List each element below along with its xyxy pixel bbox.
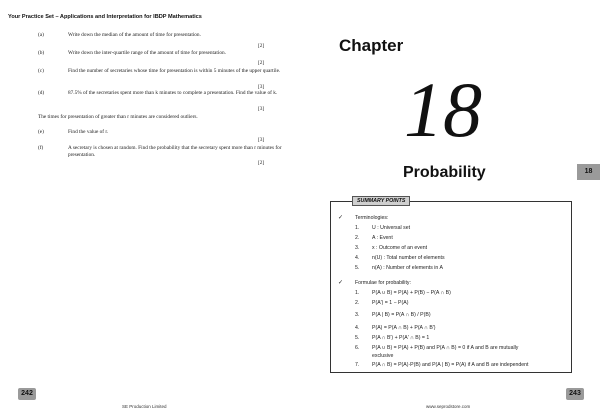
- item-text: P(A ∩ B′) + P(A′ ∩ B) = 1: [372, 335, 430, 341]
- item-text: P(A ∩ B) = P(A)·P(B) and P(A | B) = P(A) if A and B are independent: [372, 362, 529, 368]
- page-footer: www.seprodstore.com: [426, 404, 471, 409]
- item-number: 2.: [355, 235, 360, 241]
- item-text: P(A | B) = P(A ∩ B) / P(B): [372, 312, 431, 318]
- item-text-continued: exclusive: [372, 353, 394, 359]
- question-marks: [3]: [258, 106, 265, 112]
- summary-tag: SUMMARY POINTS: [352, 196, 410, 206]
- item-text: A : Event: [372, 235, 393, 241]
- question-marks: [2]: [258, 43, 265, 49]
- item-text: n(A) : Number of elements in A: [372, 265, 443, 271]
- page-number: 242: [18, 388, 36, 400]
- question-text: Write down the median of the amount of time for presentation.: [68, 32, 201, 38]
- question-text: Write down the inter-quartile range of the amount of time for presentation.: [68, 50, 226, 56]
- question-label: (f): [38, 145, 44, 151]
- item-text: n(U) : Total number of elements: [372, 255, 445, 261]
- item-text: P(A′) = 1 − P(A): [372, 300, 409, 306]
- right-page: [300, 0, 600, 420]
- item-number: 3.: [355, 245, 360, 251]
- question-label: (c): [38, 68, 44, 74]
- question-marks: [2]: [258, 160, 265, 166]
- item-text: P(A ∪ B) = P(A) + P(B) and P(A ∩ B) = 0 if A and B are mutually: [372, 345, 519, 351]
- section-heading: Terminologies:: [355, 215, 389, 221]
- item-text: U : Universal set: [372, 225, 411, 231]
- page-footer: SE Production Limited: [122, 404, 167, 409]
- item-number: 5.: [355, 265, 360, 271]
- item-number: 5.: [355, 335, 360, 341]
- item-text: P(A) = P(A ∩ B) + P(A ∩ B′): [372, 325, 436, 331]
- item-text: P(A ∪ B) = P(A) + P(B) − P(A ∩ B): [372, 290, 451, 296]
- chapter-title: Probability: [403, 164, 486, 181]
- question-label: (d): [38, 90, 45, 96]
- item-number: 2.: [355, 300, 360, 306]
- outlier-note: The times for presentation of greater than r minutes are considered outliers.: [38, 114, 198, 120]
- check-icon: ✓: [338, 280, 344, 286]
- item-number: 4.: [355, 325, 360, 331]
- question-label: (b): [38, 50, 45, 56]
- question-marks: [3]: [258, 137, 265, 143]
- item-number: 1.: [355, 290, 360, 296]
- item-number: 3.: [355, 312, 360, 318]
- question-text: Find the value of r.: [68, 129, 109, 135]
- item-number: 6.: [355, 345, 360, 351]
- check-icon: ✓: [338, 215, 344, 221]
- item-number: 1.: [355, 225, 360, 231]
- item-number: 4.: [355, 255, 360, 261]
- question-marks: [3]: [258, 84, 265, 90]
- running-header: Your Practice Set – Applications and Interpretation for IBDP Mathematics: [8, 14, 202, 20]
- item-text: x : Outcome of an event: [372, 245, 428, 251]
- section-heading: Formulae for probability:: [355, 280, 411, 286]
- item-number: 7.: [355, 362, 360, 368]
- question-label: (a): [38, 32, 44, 38]
- question-text: 87.5% of the secretaries spent more than k minutes to complete a presentation. Find the value of k.: [68, 90, 278, 96]
- question-text: A secretary is chosen at random. Find the probability that the secretary spent more than r minutes for presentation.: [68, 145, 282, 159]
- question-marks: [2]: [258, 60, 265, 66]
- chapter-side-tab: 18: [577, 164, 600, 180]
- chapter-number: 18: [404, 66, 482, 153]
- question-text: Find the number of secretaries whose time for presentation is within 5 minutes of the upper quartile.: [68, 68, 281, 74]
- page-number: 243: [566, 388, 584, 400]
- chapter-label: Chapter: [339, 36, 404, 55]
- question-label: (e): [38, 129, 44, 135]
